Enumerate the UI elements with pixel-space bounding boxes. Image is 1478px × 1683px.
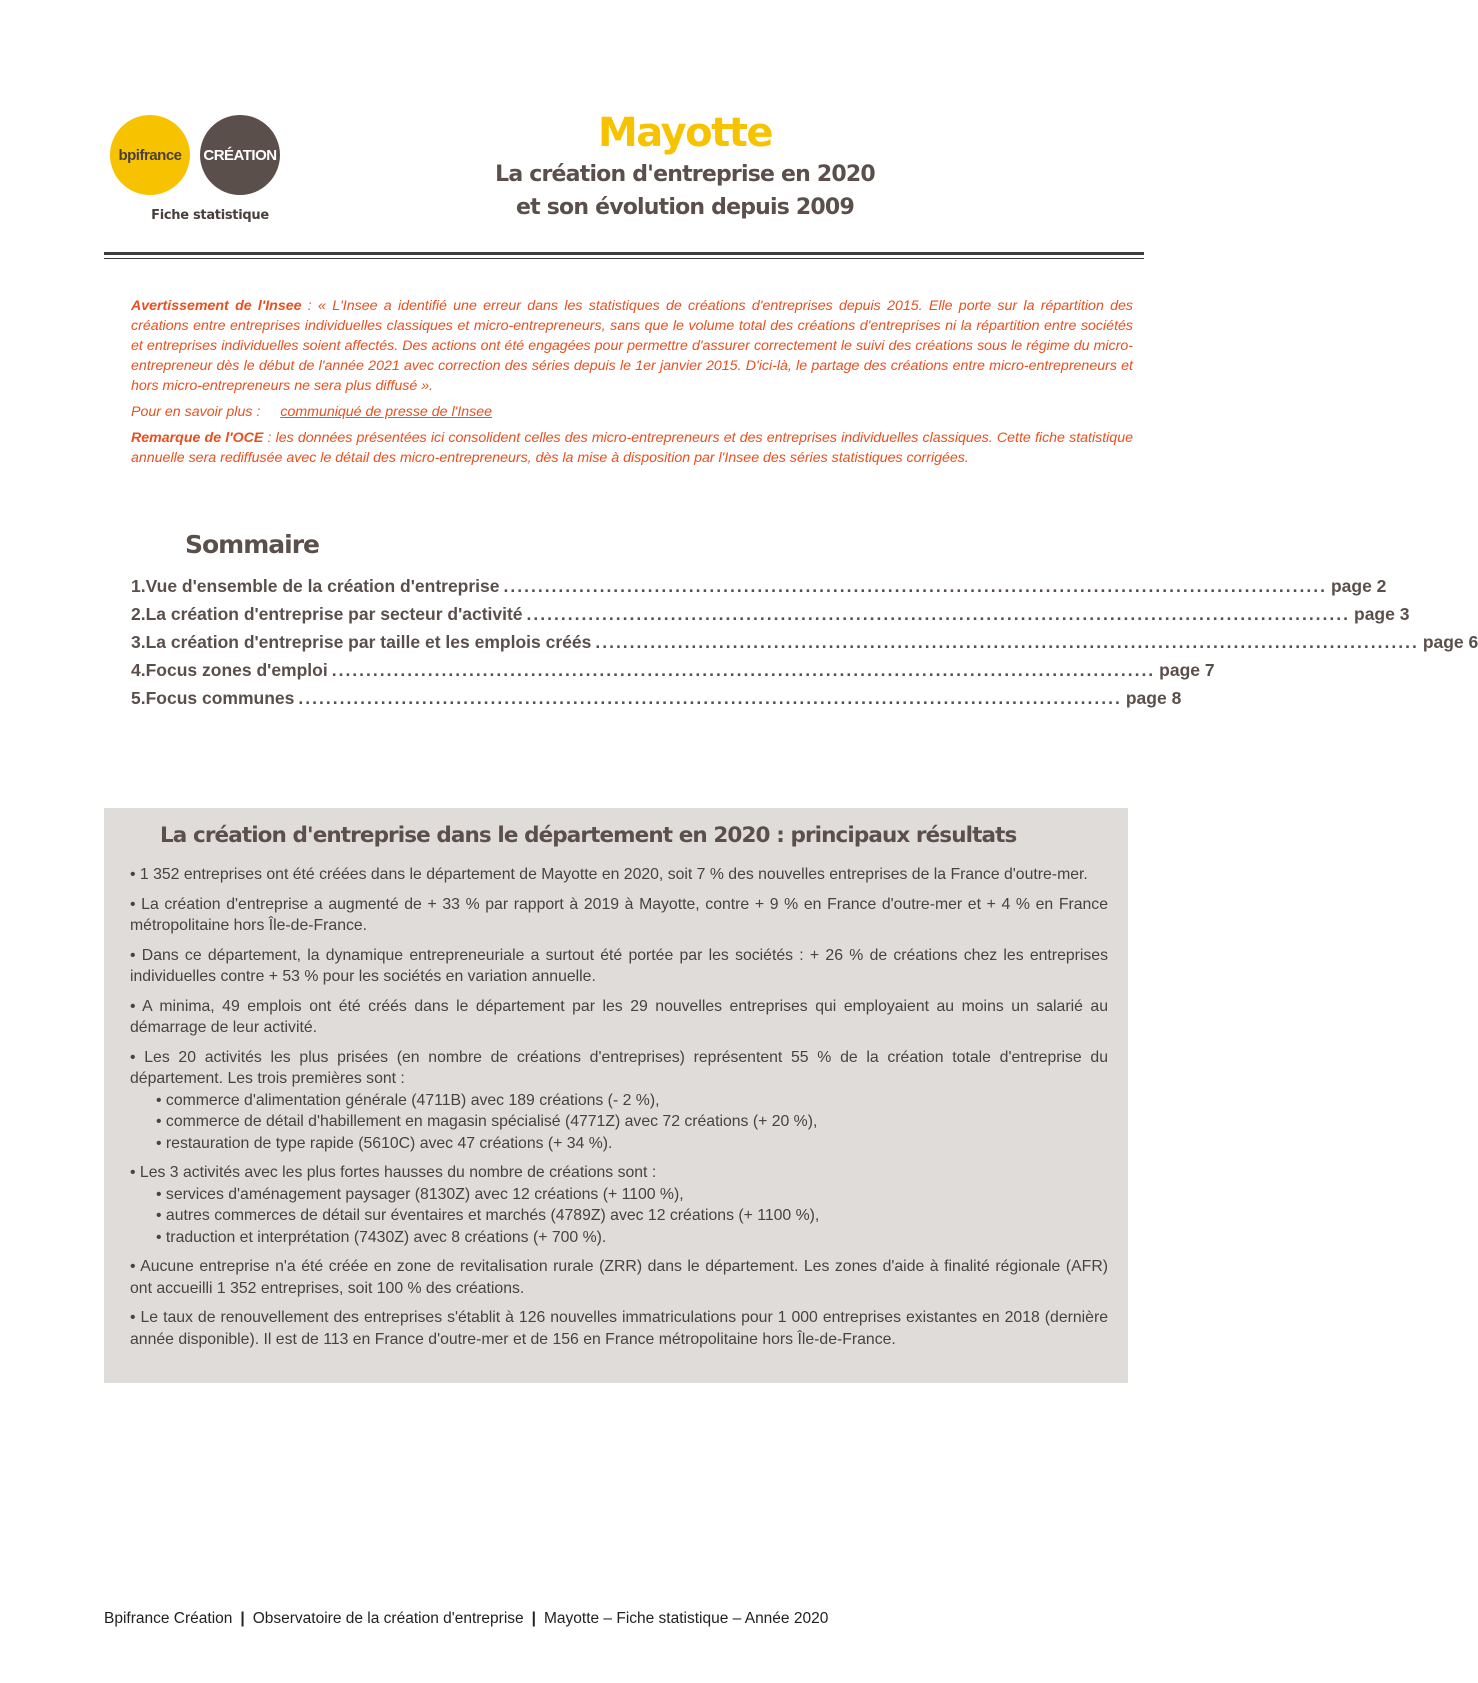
- toc-leader: ........................................................................................................................: [331, 660, 1156, 680]
- toc-leader: ........................................................................................................................: [526, 604, 1350, 624]
- results-panel: [104, 808, 1128, 1383]
- table-of-contents: [131, 576, 1478, 716]
- bpifrance-logo-text: bpifrance: [118, 146, 182, 164]
- oce-remark: [131, 428, 1133, 468]
- result-paragraph: • Les 20 activités les plus prisées (en nombre de créations d'entreprises) représentent 55 % de la création totale d'entreprise du département. Les trois premières sont :: [130, 1048, 1108, 1087]
- top-growth-list: [130, 1184, 1108, 1249]
- list-item: • traduction et interprétation (7430Z) avec 8 créations (+ 700 %).: [156, 1228, 607, 1246]
- page-subtitle-line2: et son évolution depuis 2009: [516, 195, 854, 220]
- result-paragraph: • La création d'entreprise a augmenté de + 33 % par rapport à 2019 à Mayotte, contre + 9 % en France d'outre-mer et + 4 % en France métropolitaine hors Île-de-France.: [130, 895, 1108, 934]
- more-info-label: Pour en savoir plus :: [131, 404, 261, 420]
- list-item: • restauration de type rapide (5610C) avec 47 créations (+ 34 %).: [156, 1134, 613, 1152]
- toc-page: page 8: [1125, 688, 1182, 708]
- page-title: Mayotte: [598, 110, 772, 156]
- toc-number: 2.: [131, 604, 146, 624]
- toc-leader: ........................................................................................................................: [503, 576, 1327, 596]
- result-paragraph: • A minima, 49 emplois ont été créés dans le département par les 29 nouvelles entreprises qui employaient au moins un salarié au démarrage de leur activité.: [130, 997, 1108, 1036]
- toc-number: 3.: [131, 632, 146, 652]
- warning-section: [131, 296, 1133, 474]
- header-divider-thin: [104, 258, 1144, 259]
- toc-label: Vue d'ensemble de la création d'entreprise: [145, 576, 500, 596]
- header-divider-thick: [104, 252, 1144, 255]
- footer-document: Mayotte – Fiche statistique – Année 2020: [543, 1610, 829, 1627]
- list-item: • autres commerces de détail sur éventaires et marchés (4789Z) avec 12 créations (+ 1100 %),: [156, 1207, 820, 1224]
- toc-label: La création d'entreprise par taille et les emplois créés: [145, 632, 592, 652]
- insee-warning-label: Avertissement de l'Insee: [131, 298, 302, 314]
- footer-brand: Bpifrance Création: [104, 1610, 233, 1627]
- toc-page: page 7: [1159, 660, 1215, 680]
- toc-label: Focus zones d'emploi: [145, 660, 328, 680]
- footer-separator: |: [531, 1610, 536, 1627]
- toc-number: 4.: [131, 660, 146, 680]
- oce-remark-label: Remarque de l'OCE: [131, 430, 264, 446]
- result-paragraph: • 1 352 entreprises ont été créées dans le département de Mayotte en 2020, soit 7 % des nouvelles entreprises de la France d'outre-mer.: [130, 866, 1088, 883]
- page-subtitle-line1: La création d'entreprise en 2020: [495, 162, 875, 187]
- result-block-top-growth: [130, 1162, 1108, 1248]
- toc-item[interactable]: [131, 604, 1410, 632]
- sommaire-title: Sommaire: [185, 530, 320, 559]
- toc-item[interactable]: [131, 576, 1387, 604]
- result-paragraph: • Dans ce département, la dynamique entrepreneuriale a surtout été portée par les sociétés : + 26 % de créations chez les entreprises individuelles contre + 53 % pour les sociétés en variation annuelle.: [130, 946, 1108, 985]
- toc-page: page 2: [1330, 576, 1387, 596]
- more-info: [131, 402, 1133, 422]
- insee-press-link[interactable]: communiqué de presse de l'Insee: [280, 404, 493, 420]
- creation-logo-text: CRÉATION: [203, 146, 277, 164]
- footer-observatory: Observatoire de la création d'entreprise: [252, 1610, 524, 1627]
- result-paragraph: • Le taux de renouvellement des entreprises s'établit à 126 nouvelles immatriculations pour 1 000 entreprises existantes en 2018 (dernière année disponible). Il est de 113 en France d'outre-mer et de 156 en France métropolitaine hors Île-de-France.: [130, 1309, 1108, 1348]
- logo-caption: Fiche statistique: [151, 208, 269, 223]
- toc-leader: ........................................................................................................................: [595, 632, 1419, 652]
- insee-warning-text: : « L'Insee a identifié une erreur dans les statistiques de créations d'entreprises depuis 2015. Elle porte sur la répartition des créations entre entreprises individuelles classiques et micro-entrepreneurs, sans que le volume total des créations d'entreprises ni la répartition entre sociétés et entreprises individuelles soient affectés. Des actions ont été engagées pour permettre d'assurer correctement le suivi des créations sous le régime du micro-entrepreneur dès le début de l'année 2021 avec correction des séries depuis le 1er janvier 2015. D'ici-là, le partage des créations entre micro-entrepreneurs et hors micro-entrepreneurs ne sera plus diffusé ».: [131, 298, 1133, 394]
- list-item: • services d'aménagement paysager (8130Z) avec 12 créations (+ 1100 %),: [156, 1185, 684, 1203]
- result-paragraph: • Aucune entreprise n'a été créée en zone de revitalisation rurale (ZRR) dans le département. Les zones d'aide à finalité régionale (AFR) ont accueilli 1 352 entreprises, soit 100 % des créations.: [130, 1258, 1108, 1297]
- toc-item[interactable]: [131, 632, 1478, 660]
- logo-area: [110, 115, 290, 230]
- toc-page: page 3: [1354, 604, 1410, 624]
- toc-label: Focus communes: [145, 688, 295, 708]
- bpifrance-logo: [110, 115, 190, 195]
- toc-label: La création d'entreprise par secteur d'activité: [145, 604, 523, 624]
- insee-warning: [131, 296, 1133, 396]
- footer-separator: |: [240, 1610, 245, 1627]
- results-title: La création d'entreprise dans le département en 2020 : principaux résultats: [160, 823, 1017, 848]
- toc-leader: ........................................................................................................................: [298, 688, 1122, 708]
- toc-number: 1.: [131, 576, 146, 596]
- result-block-top-activities: [130, 1047, 1108, 1155]
- toc-item[interactable]: [131, 688, 1182, 716]
- creation-logo: [200, 115, 280, 195]
- title-block: [440, 108, 930, 224]
- toc-page: page 6: [1422, 632, 1478, 652]
- top-activities-list: [130, 1090, 1108, 1155]
- toc-item[interactable]: [131, 660, 1215, 688]
- list-item: • commerce de détail d'habillement en magasin spécialisé (4771Z) avec 72 créations (+ 20 %),: [156, 1113, 818, 1130]
- result-paragraph: • Les 3 activités avec les plus fortes hausses du nombre de créations sont :: [130, 1164, 657, 1181]
- list-item: • commerce d'alimentation générale (4711B) avec 189 créations (- 2 %),: [156, 1091, 660, 1109]
- oce-remark-text: : les données présentées ici consolident celles des micro-entrepreneurs et des entreprises individuelles classiques. Cette fiche statistique annuelle sera rediffusée avec le détail des micro-entrepreneurs, dès la mise à disposition par l'Insee des séries statistiques corrigées.: [131, 430, 1133, 466]
- page-footer: [104, 1610, 828, 1628]
- toc-number: 5.: [131, 688, 146, 708]
